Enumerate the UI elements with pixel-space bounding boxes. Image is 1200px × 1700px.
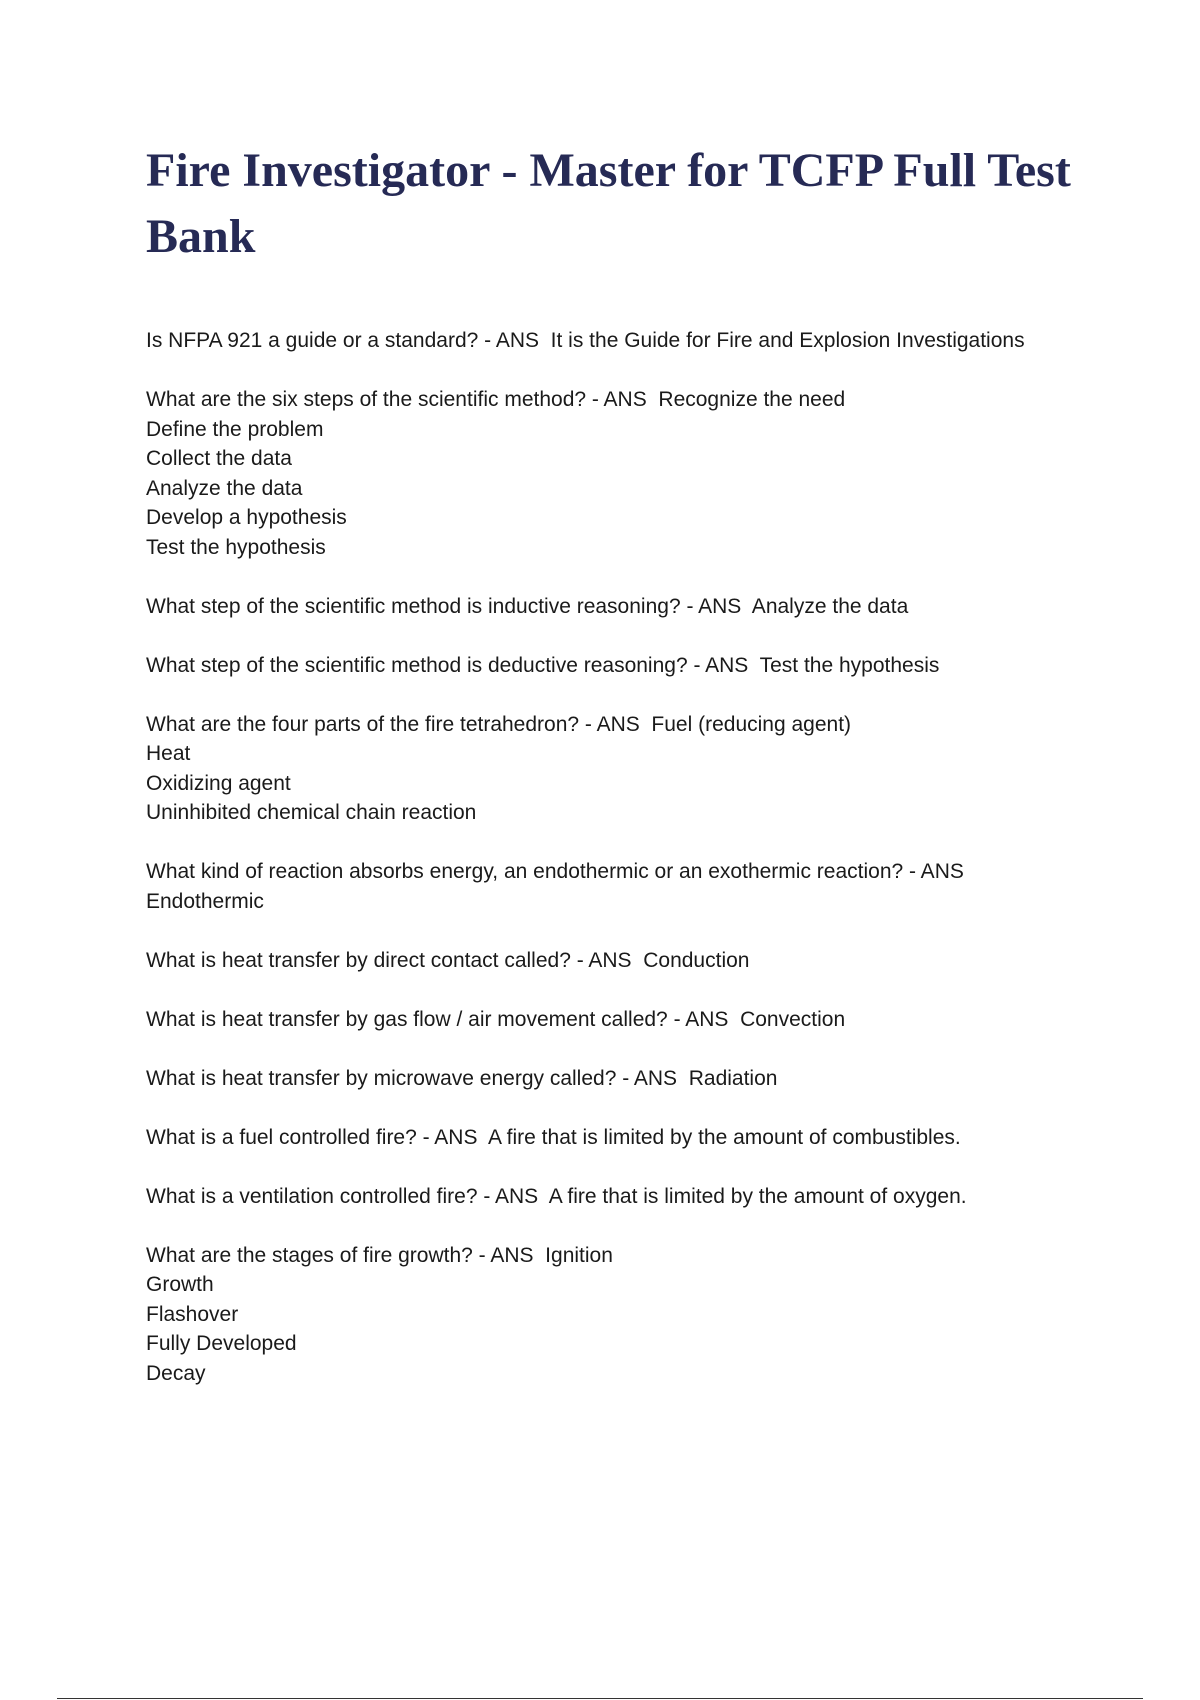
qa-answer-line: Growth	[146, 1273, 214, 1296]
qa-answer-line: Decay	[146, 1361, 206, 1385]
qa-answer-line: Analyze the data	[146, 476, 303, 500]
qa-question-line: Is NFPA 921 a guide or a standard? - ANS It is the Guide for Fire and Explosion Investigations	[146, 329, 1025, 352]
qa-item	[146, 651, 1126, 681]
qa-answer-line: Test the hypothesis	[146, 535, 326, 559]
qa-item	[146, 1241, 1126, 1389]
qa-answer-line: Oxidizing agent	[146, 771, 291, 795]
qa-question-line: What is heat transfer by gas flow / air movement called? - ANS Convection	[146, 1007, 846, 1031]
qa-answer-line: Develop a hypothesis	[146, 506, 347, 529]
qa-question-line: What is heat transfer by microwave energy called? - ANS Radiation	[146, 1066, 778, 1090]
qa-question-line: What is a fuel controlled fire? - ANS A fire that is limited by the amount of combustibles.	[146, 1125, 961, 1149]
qa-question-line: What is a ventilation controlled fire? - ANS A fire that is limited by the amount of oxygen.	[146, 1184, 967, 1208]
qa-item	[146, 1123, 1126, 1153]
document-title: Fire Investigator - Master for TCFP Full Test Bank	[146, 144, 1071, 263]
footer-rule	[57, 1698, 1143, 1699]
qa-item	[146, 1182, 1126, 1212]
qa-item	[146, 857, 1126, 916]
qa-item	[146, 946, 1126, 976]
qa-item	[146, 710, 1126, 828]
qa-question-line: What step of the scientific method is inductive reasoning? - ANS Analyze the data	[146, 594, 909, 618]
qa-answer-line: Fully Developed	[146, 1332, 297, 1355]
qa-answer-line: Heat	[146, 742, 191, 765]
qa-answer-line: Endothermic	[146, 889, 264, 913]
qa-question-line: What are the four parts of the fire tetrahedron? - ANS Fuel (reducing agent)	[146, 712, 852, 736]
qa-list	[146, 326, 1126, 1418]
qa-answer-line: Uninhibited chemical chain reaction	[146, 801, 477, 824]
qa-question-line: What is heat transfer by direct contact called? - ANS Conduction	[146, 948, 750, 972]
qa-question-line: What kind of reaction absorbs energy, an endothermic or an exothermic reaction? - ANS	[146, 860, 964, 883]
qa-item	[146, 1005, 1126, 1035]
qa-item	[146, 1064, 1126, 1094]
qa-item	[146, 326, 1126, 356]
qa-question-line: What are the six steps of the scientific method? - ANS Recognize the need	[146, 388, 846, 411]
qa-question-line: What are the stages of fire growth? - ANS Ignition	[146, 1243, 613, 1267]
qa-item	[146, 592, 1126, 622]
qa-item	[146, 385, 1126, 562]
qa-question-line: What step of the scientific method is deductive reasoning? - ANS Test the hypothesis	[146, 653, 940, 677]
qa-answer-line: Collect the data	[146, 447, 292, 470]
qa-answer-line: Flashover	[146, 1302, 239, 1326]
qa-answer-line: Define the problem	[146, 417, 324, 441]
